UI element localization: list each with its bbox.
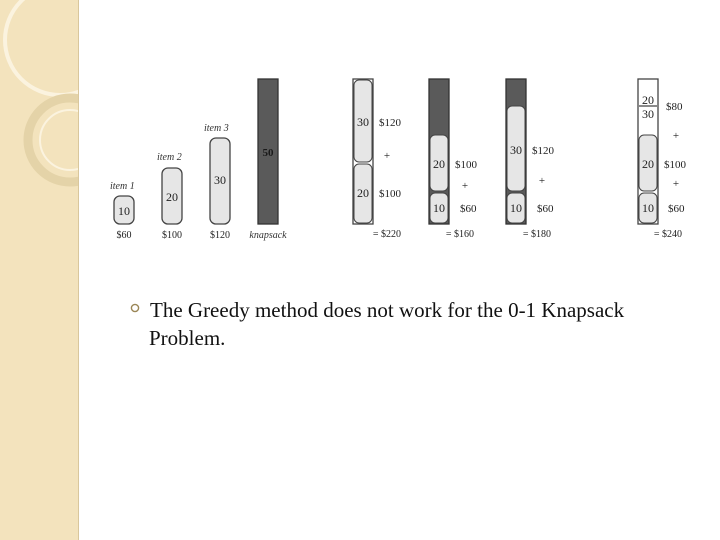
item-2-label: item 2	[157, 152, 182, 163]
solution-4-value-1: $80	[666, 101, 683, 113]
solution-3-total: = $180	[522, 229, 552, 240]
solution-2-weight-1: 20	[433, 157, 445, 171]
solution-1-value-1: $120	[379, 117, 401, 129]
bullet-icon	[130, 303, 140, 313]
solution-3-weight-2: 10	[510, 201, 522, 215]
bullet-point	[130, 296, 710, 350]
solution-4-plus-2: +	[672, 178, 680, 190]
solution-2-value-1: $100	[455, 159, 477, 171]
solution-2-value-2: $60	[460, 203, 477, 215]
bullet-text-line-2: Problem.	[149, 326, 226, 350]
item-1-value: $60	[116, 230, 132, 241]
knapsack-diagram	[100, 70, 700, 250]
solution-4-value-4: $60	[668, 203, 685, 215]
solution-4-total: = $240	[653, 229, 683, 240]
item-3-label: item 3	[204, 123, 229, 134]
solution-4-weight-1: 20	[642, 93, 654, 107]
solution-4-weight-3: 20	[642, 157, 654, 171]
knapsack-figure	[100, 70, 700, 250]
item-3-weight: 30	[214, 173, 226, 187]
solution-3-value-1: $120	[532, 145, 554, 157]
item-1-label: item 1	[110, 181, 135, 192]
bullet-text-line-1: The Greedy method does not work for the 0-1 Knapsack	[150, 298, 625, 322]
decorative-sidebar	[0, 0, 79, 540]
solution-4-weight-4: 10	[642, 201, 654, 215]
item-3-value: $120	[210, 230, 230, 241]
solution-1-total: = $220	[372, 229, 402, 240]
solution-3-plus: +	[538, 175, 546, 187]
solution-1-value-2: $100	[379, 188, 401, 200]
item-1-weight: 10	[118, 204, 130, 218]
solution-4-plus-1: +	[672, 130, 680, 142]
solution-3-weight-1: 30	[510, 143, 522, 157]
item-2-weight: 20	[166, 190, 178, 204]
solution-4-weight-2: 30	[642, 107, 654, 121]
solution-2-weight-2: 10	[433, 201, 445, 215]
solution-3-value-2: $60	[537, 203, 554, 215]
solution-2-total: = $160	[445, 229, 475, 240]
solution-4-value-3: $100	[664, 159, 686, 171]
knapsack-label: knapsack	[249, 230, 287, 241]
solution-1-weight-2: 20	[357, 186, 369, 200]
solution-1-weight-1: 30	[357, 115, 369, 129]
solution-1-plus: +	[383, 150, 391, 162]
item-2-value: $100	[162, 230, 182, 241]
knapsack-capacity: 50	[262, 147, 274, 159]
solution-2-plus: +	[461, 180, 469, 192]
sidebar-rings-decoration	[0, 0, 78, 540]
